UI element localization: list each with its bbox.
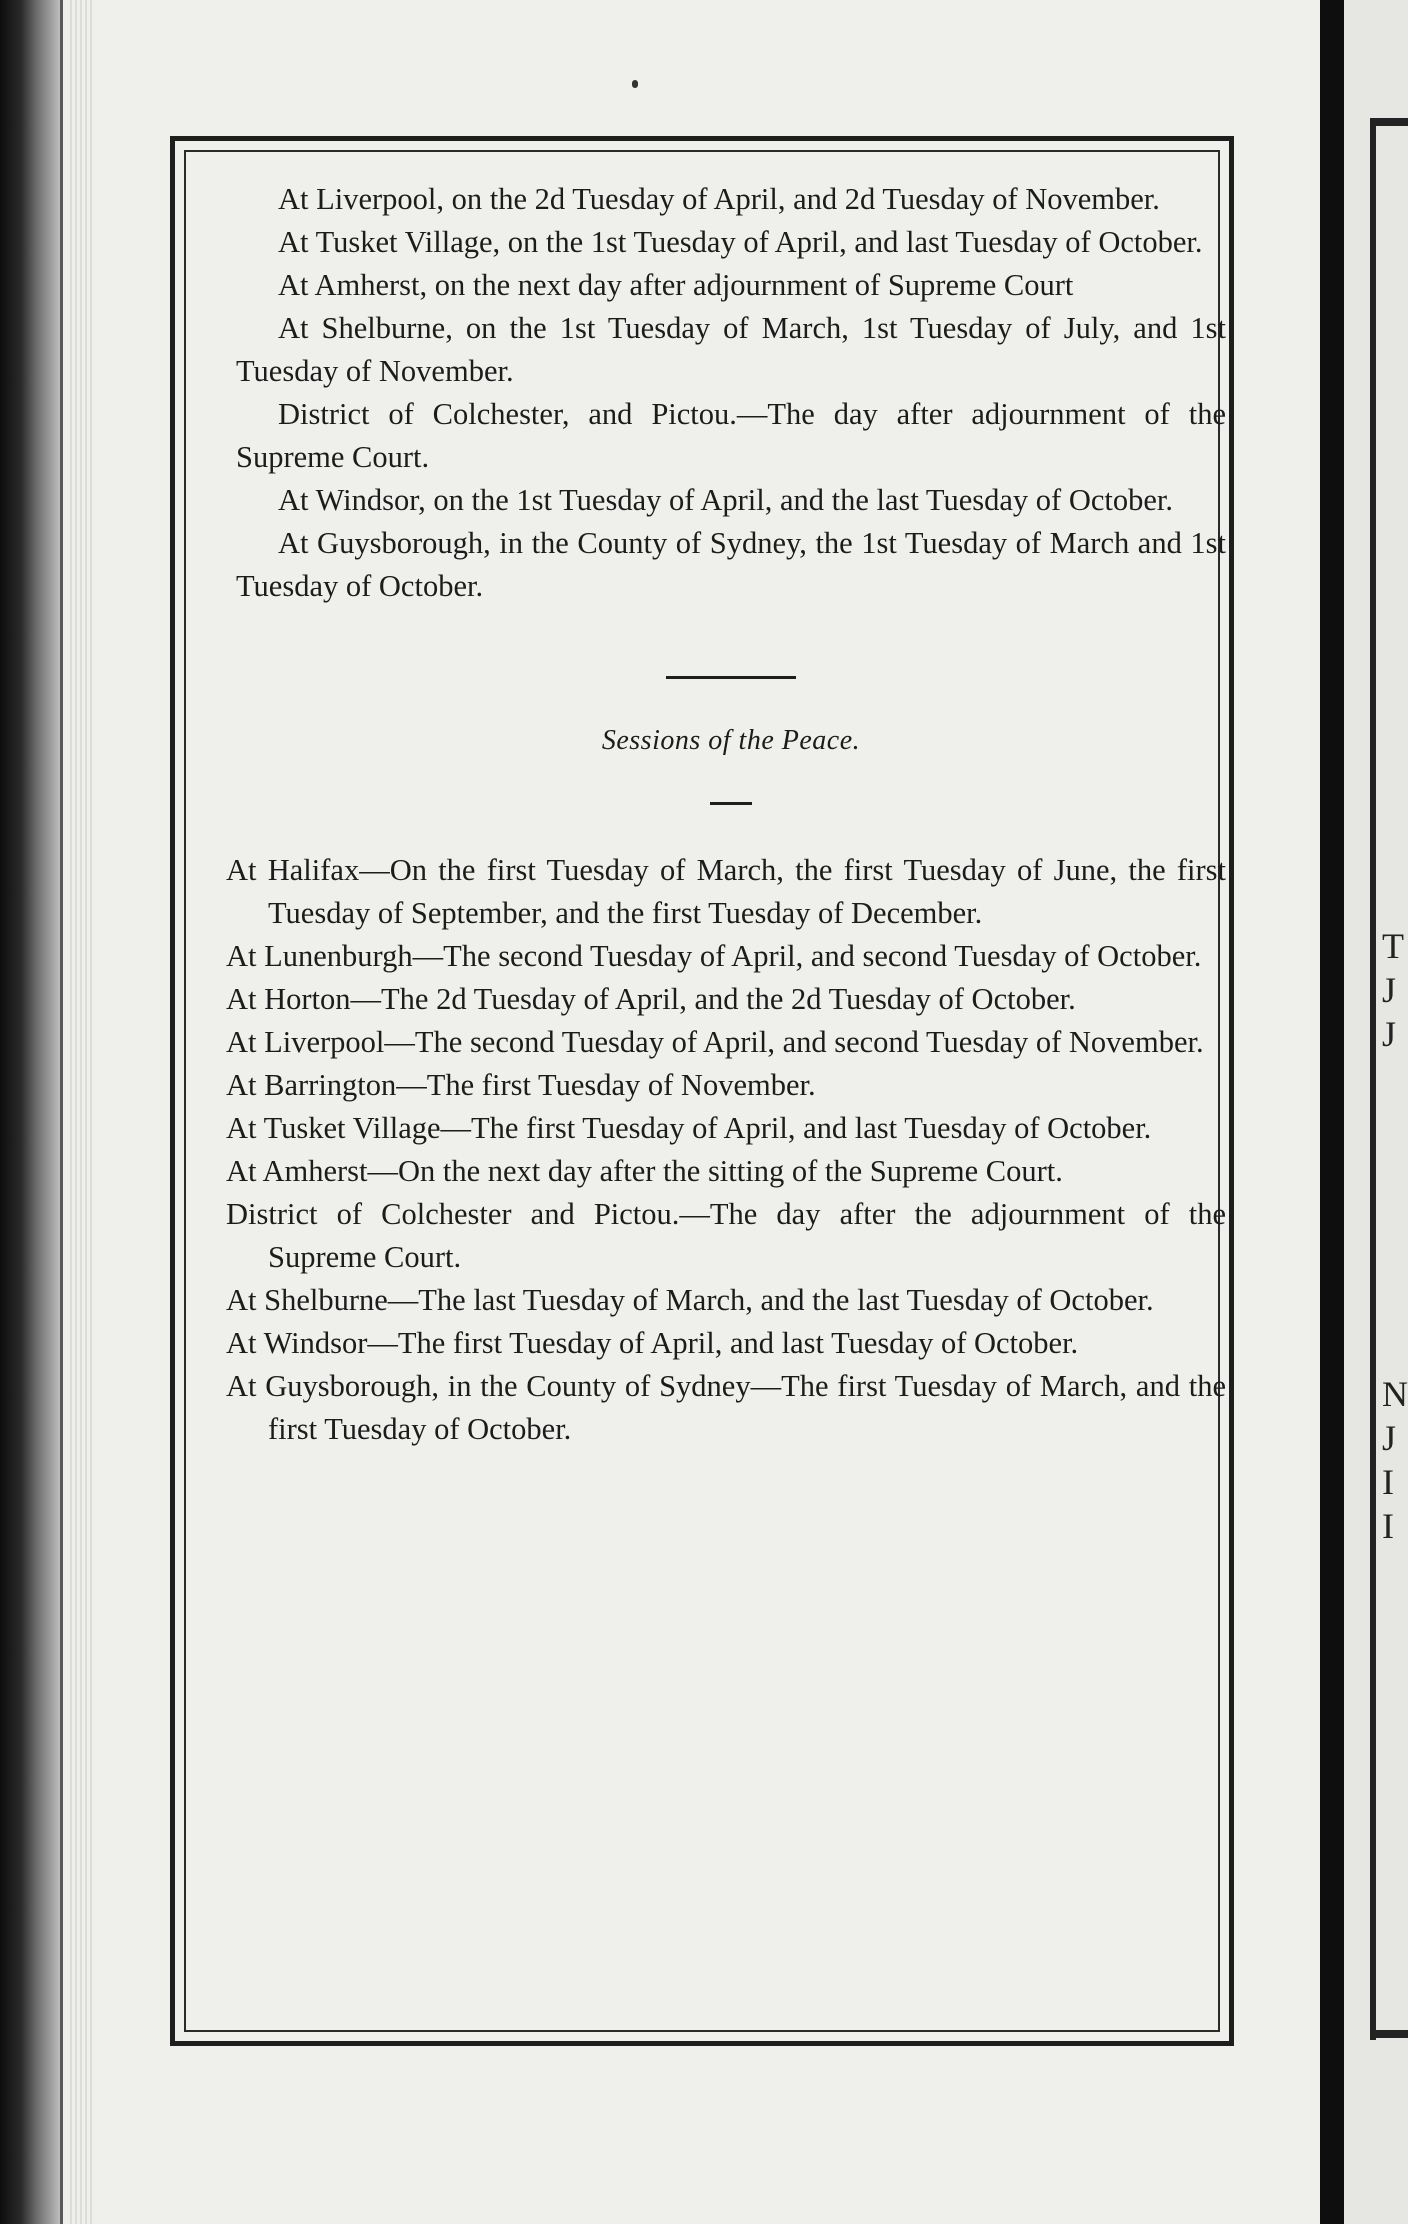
page-edges [70,0,94,2224]
right-page-fragment: I [1382,1506,1394,1546]
court-entry-shelburne: At Shelburne, on the 1st Tuesday of March, 1st Tuesday of July, and 1st Tuesday of November. [236,311,1226,388]
right-page-frame-line [1370,120,1376,2040]
book-gutter [1320,0,1344,2224]
sessions-schedule [226,849,1226,1451]
court-schedule [236,178,1226,608]
ink-mark [632,80,638,88]
court-entry-windsor: At Windsor, on the 1st Tuesday of April, and the last Tuesday of October. [278,483,1174,517]
right-page-fragment: J [1382,1014,1397,1054]
court-entry-amherst: At Amherst, on the next day after adjournment of Supreme Court [278,268,1074,302]
page-content [226,178,1226,1451]
court-entry-liverpool: At Liverpool, on the 2d Tuesday of April, and 2d Tuesday of November. [278,182,1160,216]
right-page-fragment: I [1382,1462,1394,1502]
title-divider [710,802,752,805]
section-title: Sessions of the Peace. [601,725,861,756]
court-entry-tusket-village: At Tusket Village, on the 1st Tuesday of April, and last Tuesday of October. [278,225,1203,259]
session-entry-guysborough: At Guysborough, in the County of Sydney—The first Tuesday of March, and the first Tuesday of October. [226,1369,1226,1446]
session-entry-amherst: At Amherst—On the next day after the sitting of the Supreme Court. [226,1154,1063,1188]
session-entry-windsor: At Windsor—The first Tuesday of April, and last Tuesday of October. [226,1326,1079,1360]
session-entry-halifax: At Halifax—On the first Tuesday of March, the first Tuesday of June, the first Tuesday of September, and the first Tuesday of December. [226,853,1226,930]
session-entry-barrington: At Barrington—The first Tuesday of November. [226,1068,816,1102]
court-entry-guysborough: At Guysborough, in the County of Sydney, the 1st Tuesday of March and 1st Tuesday of October. [236,526,1226,603]
right-page-fragment: N [1382,1374,1408,1414]
book-binding [0,0,60,2224]
session-entry-colchester-pictou: District of Colchester and Pictou.—The day after the adjournment of the Supreme Court. [226,1197,1226,1274]
right-page-frame-bottom [1370,2030,1408,2038]
session-entry-horton: At Horton—The 2d Tuesday of April, and the 2d Tuesday of October. [226,982,1076,1016]
section-divider [666,676,796,679]
court-entry-colchester-pictou: District of Colchester, and Pictou.—The day after adjournment of the Supreme Court. [236,397,1226,474]
right-page [1344,0,1408,2224]
session-entry-tusket-village: At Tusket Village—The first Tuesday of April, and last Tuesday of October. [226,1111,1152,1145]
session-entry-liverpool: At Liverpool—The second Tuesday of April, and second Tuesday of November. [226,1025,1204,1059]
right-page-fragment: J [1382,1418,1397,1458]
right-page-fragment: J [1382,970,1397,1010]
session-entry-shelburne: At Shelburne—The last Tuesday of March, and the last Tuesday of October. [226,1283,1154,1317]
right-page-fragment: T [1382,926,1404,966]
session-entry-lunenburgh: At Lunenburgh—The second Tuesday of April, and second Tuesday of October. [226,939,1202,973]
